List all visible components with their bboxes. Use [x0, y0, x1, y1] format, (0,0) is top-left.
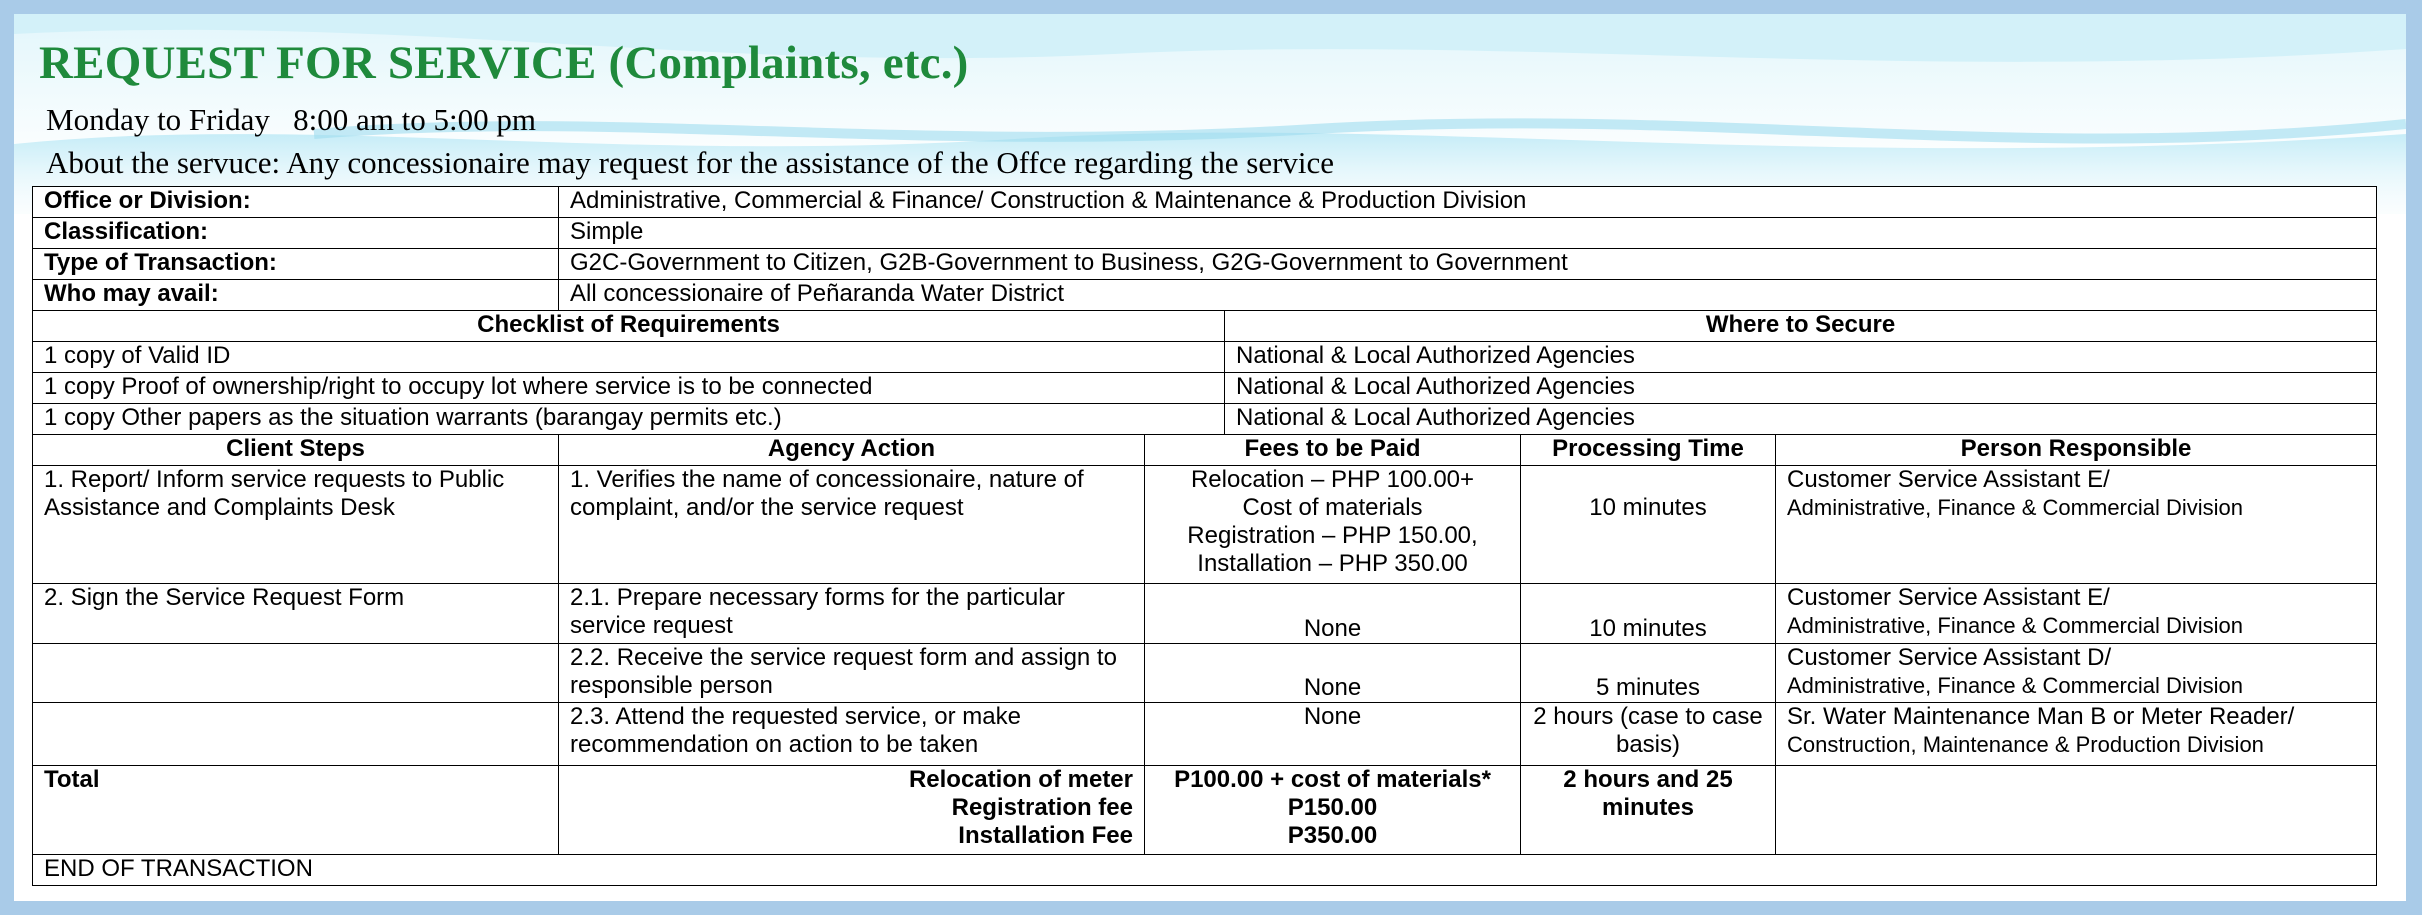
client-step	[33, 703, 559, 766]
end-of-transaction: END OF TRANSACTION	[33, 855, 2377, 886]
agency-action: 2.1. Prepare necessary forms for the particular service request	[559, 584, 1145, 644]
total-fee-names	[559, 766, 1145, 855]
client-step: 1. Report/ Inform service requests to Public Assistance and Complaints Desk	[33, 466, 559, 584]
fee-line: Relocation – PHP 100.00+	[1190, 466, 1475, 493]
fee-name: Registration fee	[951, 794, 1133, 821]
info-label: Classification:	[33, 218, 559, 249]
office-hours: Monday to Friday 8:00 am to 5:00 pm	[46, 102, 536, 137]
fees-cell: None	[1145, 644, 1521, 703]
requirements-header-row	[33, 311, 2377, 342]
where-to-secure-header: Where to Secure	[1225, 311, 2377, 342]
fees-cell	[1145, 466, 1521, 584]
person-title: Sr. Water Maintenance Man B or Meter Reader/	[1787, 703, 2295, 730]
requirement-row	[33, 404, 2377, 435]
requirement-item: 1 copy of Valid ID	[33, 342, 1225, 373]
processing-time: 2 hours (case to case basis)	[1521, 703, 1776, 766]
processing-time: 10 minutes	[1521, 584, 1776, 644]
step-row	[33, 466, 2377, 584]
fees-cell: None	[1145, 703, 1521, 766]
fee-name: Relocation of meter	[908, 766, 1133, 793]
checklist-header: Checklist of Requirements	[33, 311, 1225, 342]
requirement-where: National & Local Authorized Agencies	[1225, 404, 2377, 435]
agency-action: 1. Verifies the name of concessionaire, nature of complaint, and/or the service request	[559, 466, 1145, 584]
fee-value: P100.00 + cost of materials*	[1174, 766, 1491, 793]
info-row	[33, 218, 2377, 249]
person-responsible-header: Person Responsible	[1776, 435, 2377, 466]
person-division: Administrative, Finance & Commercial Division	[1787, 495, 2244, 520]
client-step: 2. Sign the Service Request Form	[33, 584, 559, 644]
person-title: Customer Service Assistant D/	[1787, 644, 2112, 671]
end-row	[33, 855, 2377, 886]
info-label: Who may avail:	[33, 280, 559, 311]
fee-name: Installation Fee	[958, 822, 1133, 849]
client-steps-header: Client Steps	[33, 435, 559, 466]
total-fee-values	[1145, 766, 1521, 855]
person-title: Customer Service Assistant E/	[1787, 584, 2110, 611]
total-row	[33, 766, 2377, 855]
info-value: Simple	[559, 218, 2377, 249]
fee-line: Cost of materials	[1242, 494, 1423, 521]
total-time: 2 hours and 25 minutes	[1521, 766, 1776, 855]
page-title: REQUEST FOR SERVICE (Complaints, etc.)	[39, 37, 969, 89]
fee-line: Installation – PHP 350.00	[1197, 550, 1468, 577]
step-row	[33, 644, 2377, 703]
requirement-item: 1 copy Proof of ownership/right to occupy lot where service is to be connected	[33, 373, 1225, 404]
person-division: Administrative, Finance & Commercial Division	[1787, 613, 2244, 638]
requirement-row	[33, 342, 2377, 373]
processing-time: 10 minutes	[1521, 466, 1776, 584]
info-row	[33, 249, 2377, 280]
person-responsible	[1776, 584, 2377, 644]
person-responsible	[1776, 644, 2377, 703]
service-table	[32, 186, 2377, 886]
total-label: Total	[33, 766, 559, 855]
info-row	[33, 187, 2377, 218]
info-value: G2C-Government to Citizen, G2B-Government to Business, G2G-Government to Government	[559, 249, 2377, 280]
info-label: Office or Division:	[33, 187, 559, 218]
about-service: About the servuce: Any concessionaire may request for the assistance of the Offce regarding the service	[46, 145, 1335, 180]
document-frame	[14, 14, 2406, 901]
agency-action: 2.2. Receive the service request form and assign to responsible person	[559, 644, 1145, 703]
processing-time-header: Processing Time	[1521, 435, 1776, 466]
fees-cell: None	[1145, 584, 1521, 644]
person-division: Construction, Maintenance & Production Division	[1787, 732, 2264, 757]
requirement-where: National & Local Authorized Agencies	[1225, 373, 2377, 404]
person-responsible	[1776, 466, 2377, 584]
person-division: Administrative, Finance & Commercial Division	[1787, 673, 2244, 698]
steps-header-row	[33, 435, 2377, 466]
fee-value: P350.00	[1287, 822, 1378, 849]
requirement-row	[33, 373, 2377, 404]
info-value: Administrative, Commercial & Finance/ Construction & Maintenance & Production Division	[559, 187, 2377, 218]
person-responsible	[1776, 703, 2377, 766]
person-title: Customer Service Assistant E/	[1787, 466, 2110, 493]
fee-value: P150.00	[1287, 794, 1378, 821]
requirement-where: National & Local Authorized Agencies	[1225, 342, 2377, 373]
step-row	[33, 703, 2377, 766]
agency-action-header: Agency Action	[559, 435, 1145, 466]
fees-header: Fees to be Paid	[1145, 435, 1521, 466]
info-value: All concessionaire of Peñaranda Water District	[559, 280, 2377, 311]
processing-time: 5 minutes	[1521, 644, 1776, 703]
step-row	[33, 584, 2377, 644]
info-label: Type of Transaction:	[33, 249, 559, 280]
fee-line: Registration – PHP 150.00,	[1187, 522, 1478, 549]
client-step	[33, 644, 559, 703]
total-person	[1776, 766, 2377, 855]
agency-action: 2.3. Attend the requested service, or make recommendation on action to be taken	[559, 703, 1145, 766]
requirement-item: 1 copy Other papers as the situation warrants (barangay permits etc.)	[33, 404, 1225, 435]
info-row	[33, 280, 2377, 311]
